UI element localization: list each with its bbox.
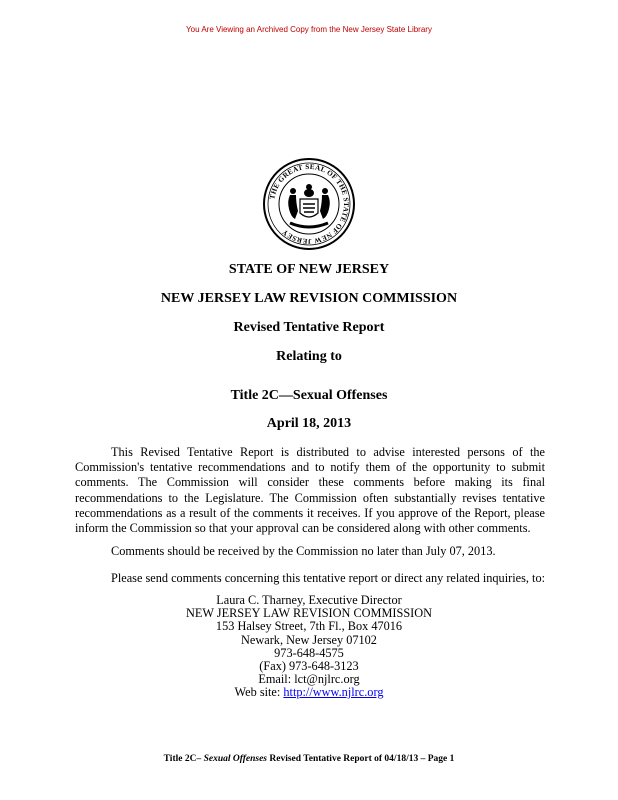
footer-suffix: Revised Tentative Report of 04/18/13 – Page 1 [269,754,455,764]
website-label: Web site: [234,685,281,700]
deadline-paragraph: Comments should be received by the Commission no later than July 07, 2013. [111,544,496,558]
commission-title: NEW JERSEY LAW REVISION COMMISSION [160,291,458,306]
state-title: STATE OF NEW JERSEY [228,262,390,277]
website-link[interactable]: http://www.njlrc.org [283,685,384,700]
contact-block [0,594,618,700]
archive-banner: You Are Viewing an Archived Copy from the New Jersey State Library [186,25,432,34]
contact-website [0,686,618,699]
relating-title: Relating to [276,349,342,364]
state-seal-image [262,157,356,251]
intro-paragraph: This Revised Tentative Report is distributed to advise interested persons of the Commission's tentative recommendations and to notify them of the opportunity to submit comments. The Commission will consider these comments before making its final recommendations to the Legislature. The Commission often substantially revises tentative recommendations as a result of the comments it receives. If you approve of the Report, please inform the Commission so that your approval can be considered along with other comments. [75,445,545,536]
footer-prefix: Title 2C– [163,754,202,764]
contact-phone: 973-648-4575 [274,645,344,660]
contact-email: Email: lct@njlrc.org [258,672,360,687]
contact-fax: (Fax) 973-648-3123 [259,659,359,674]
contact-org: NEW JERSEY LAW REVISION COMMISSION [185,606,433,621]
subject-title: Title 2C—Sexual Offenses [230,388,388,403]
report-title: Revised Tentative Report [233,320,385,335]
contact-city: Newark, New Jersey 07102 [241,632,377,647]
contact-street: 153 Halsey Street, 7th Fl., Box 47016 [215,619,403,634]
footer-italic: Sexual Offenses [203,754,268,764]
date-title: April 18, 2013 [266,416,352,431]
contact-name: Laura C. Tharney, Executive Director [216,593,402,607]
page-footer [0,754,618,764]
send-paragraph: Please send comments concerning this tentative report or direct any related inquiries, to: [111,571,546,585]
svg-text:THE GREAT SEAL OF THE STATE OF: THE GREAT SEAL OF THE STATE OF NEW JERSEY [268,162,351,246]
